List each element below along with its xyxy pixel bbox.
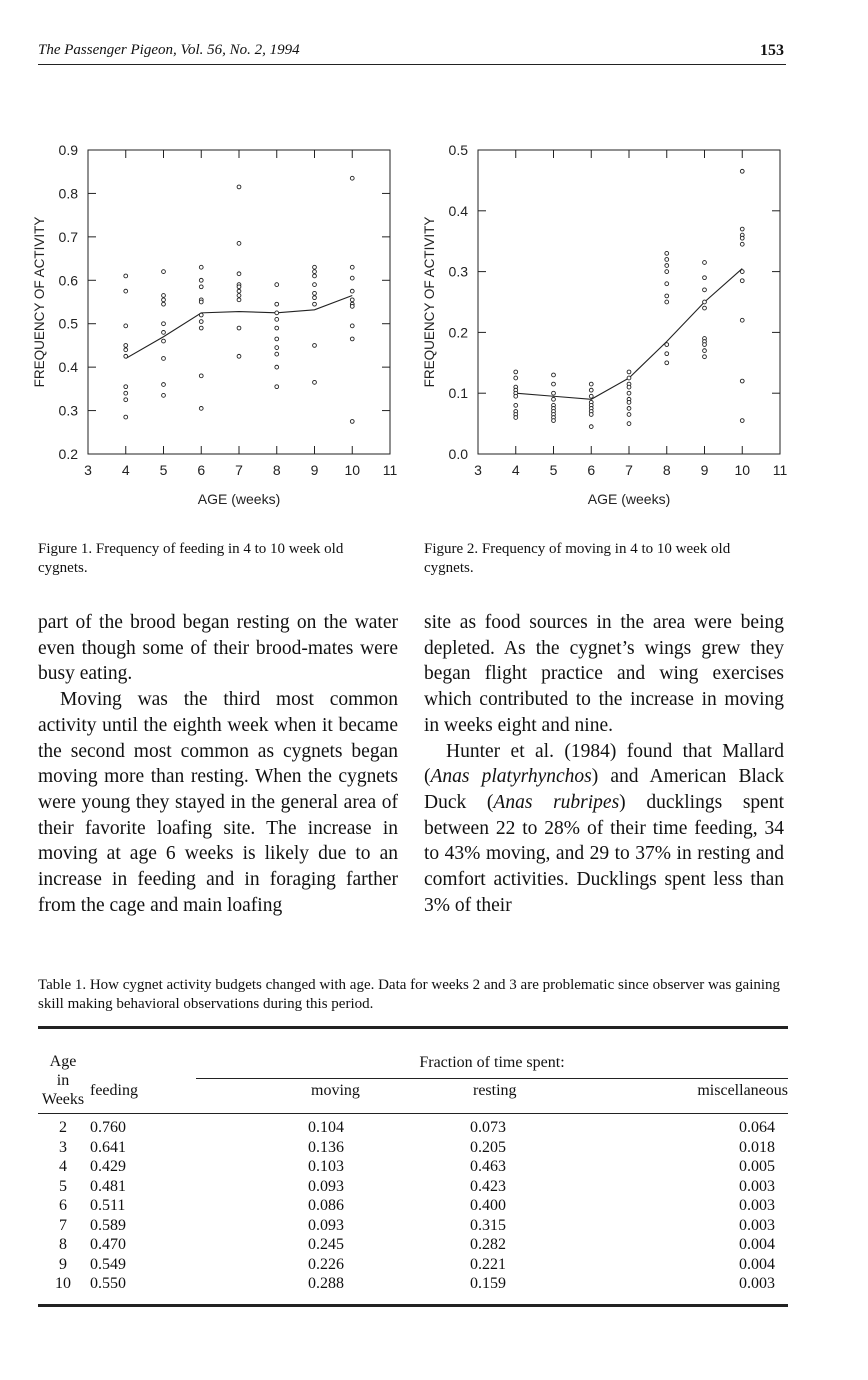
data-point	[237, 298, 241, 302]
running-header	[38, 42, 786, 65]
age-cell: 7	[59, 1216, 67, 1234]
x-axis-label: AGE (weeks)	[197, 491, 281, 507]
value-cell: 0.589	[90, 1216, 126, 1234]
data-point	[665, 264, 669, 268]
value-cell: 0.205	[470, 1138, 506, 1156]
data-point	[124, 398, 128, 402]
value-cell: 0.550	[90, 1275, 126, 1292]
data-point	[199, 278, 203, 282]
y-tick-label: 0.7	[58, 228, 78, 245]
data-point	[162, 383, 166, 387]
figure-1-chart	[30, 135, 405, 515]
data-point	[124, 274, 128, 278]
body-column-left	[38, 610, 398, 918]
data-point	[124, 391, 128, 395]
data-point	[514, 370, 518, 374]
table-row	[38, 1138, 788, 1158]
x-tick-label: 5	[549, 462, 558, 478]
y-tick-label: 0.2	[448, 324, 468, 341]
value-cell: 0.226	[308, 1255, 344, 1273]
species-name: Anas rubripes	[493, 791, 620, 813]
data-point	[350, 337, 354, 341]
data-point	[627, 391, 631, 395]
journal-title: The Passenger Pigeon, Vol. 56, No. 2, 1994	[38, 42, 300, 58]
species-name: Anas platyrhynchos	[430, 766, 592, 788]
data-point	[199, 265, 203, 269]
data-point	[589, 382, 593, 386]
age-cell: 10	[55, 1275, 71, 1292]
data-point	[237, 294, 241, 298]
value-cell: 0.004	[739, 1255, 775, 1273]
value-cell: 0.104	[308, 1119, 344, 1136]
data-point	[740, 318, 744, 322]
data-point	[350, 289, 354, 293]
data-point	[275, 365, 279, 369]
data-point	[627, 385, 631, 389]
table-row	[38, 1196, 788, 1216]
table-top-rule	[38, 1026, 788, 1029]
paragraph: Hunter et al. (1984) found that Mallard (Anas platyrhynchos) and American Black Duck (Anas rubripes) ducklings spent between 22 to 28% of their time feeding, 34 to 43% moving, and 29 to 37% in resting and comfort activities. Ducklings spent less than 3% of their	[424, 740, 784, 916]
data-point	[665, 352, 669, 356]
value-cell: 0.003	[739, 1177, 775, 1195]
value-cell: 0.282	[470, 1236, 506, 1253]
value-cell: 0.423	[470, 1177, 506, 1195]
data-point	[124, 385, 128, 389]
data-point	[703, 349, 707, 353]
data-point	[275, 283, 279, 287]
data-point	[275, 352, 279, 356]
data-point	[275, 326, 279, 330]
paragraph: Moving was the third most common activity until the eighth week when it became the second most common as cygnets began moving more than resting. When the cygnets were young they stayed in the general area of their favorite loafing site. The increase in moving at age 6 weeks is likely due to an increase in feeding and in foraging farther from the cage and main loafing	[38, 689, 398, 916]
data-point	[703, 288, 707, 292]
table-row	[38, 1216, 788, 1236]
data-point	[514, 394, 518, 398]
age-cell: 5	[59, 1177, 67, 1195]
table-row	[38, 1235, 788, 1255]
table-row	[38, 1157, 788, 1177]
y-tick-label: 0.5	[58, 315, 78, 332]
x-tick-label: 10	[734, 462, 751, 478]
data-point	[665, 251, 669, 255]
age-header: Age in Weeks	[38, 1046, 88, 1114]
data-point	[665, 258, 669, 262]
data-point	[740, 169, 744, 173]
data-point	[350, 176, 354, 180]
x-tick-label: 6	[197, 462, 206, 478]
table-row	[38, 1177, 788, 1197]
data-point	[740, 236, 744, 240]
value-cell: 0.086	[308, 1197, 344, 1214]
value-cell: 0.003	[739, 1216, 775, 1234]
data-point	[740, 279, 744, 283]
value-cell: 0.288	[308, 1275, 344, 1292]
data-point	[313, 274, 317, 278]
data-point	[589, 388, 593, 392]
data-point	[124, 415, 128, 419]
value-cell: 0.315	[470, 1216, 506, 1234]
data-point	[552, 373, 556, 377]
y-tick-label: 0.3	[58, 402, 78, 419]
activity-table	[38, 1046, 788, 1294]
data-point	[199, 300, 203, 304]
x-tick-label: 7	[625, 462, 633, 478]
column-header: moving	[196, 1078, 364, 1113]
y-tick-label: 0.3	[448, 263, 468, 280]
data-point	[589, 425, 593, 429]
value-cell: 0.103	[308, 1158, 344, 1175]
data-point	[589, 394, 593, 398]
data-point	[552, 397, 556, 401]
data-point	[237, 285, 241, 289]
data-point	[199, 285, 203, 289]
value-cell: 0.004	[739, 1236, 775, 1253]
paragraph: part of the brood began resting on the water even though some of their brood-mates were busy eating.	[38, 612, 398, 685]
data-point	[627, 422, 631, 426]
figure-1-caption: Figure 1. Frequency of feeding in 4 to 10 week old cygnets.	[38, 541, 344, 576]
value-cell: 0.429	[90, 1158, 126, 1175]
data-point	[514, 376, 518, 380]
data-point	[162, 302, 166, 306]
age-cell: 3	[59, 1138, 67, 1156]
value-cell: 0.003	[739, 1275, 775, 1292]
column-header: resting	[364, 1078, 526, 1113]
value-cell: 0.136	[308, 1138, 344, 1156]
y-tick-label: 0.5	[448, 142, 468, 158]
table-bottom-rule	[38, 1304, 788, 1307]
age-cell: 9	[59, 1255, 67, 1273]
figure-2-chart	[420, 135, 795, 515]
table-row	[38, 1255, 788, 1275]
value-cell: 0.549	[90, 1255, 126, 1273]
data-point	[350, 265, 354, 269]
x-tick-label: 3	[474, 462, 482, 478]
data-point	[275, 302, 279, 306]
data-point	[124, 324, 128, 328]
x-tick-label: 11	[382, 462, 398, 478]
data-point	[665, 294, 669, 298]
data-point	[162, 270, 166, 274]
data-point	[740, 419, 744, 423]
figure-2-caption: Figure 2. Frequency of moving in 4 to 10 week old cygnets.	[424, 541, 731, 576]
data-point	[627, 407, 631, 411]
data-point	[627, 370, 631, 374]
data-point	[124, 354, 128, 358]
y-tick-label: 0.4	[448, 202, 468, 219]
x-tick-label: 4	[511, 462, 520, 478]
y-axis-label: FREQUENCY OF ACTIVITY	[32, 216, 47, 388]
data-point	[162, 298, 166, 302]
table-row	[38, 1114, 788, 1138]
data-point	[703, 355, 707, 359]
value-cell: 0.400	[470, 1197, 506, 1214]
data-point	[703, 306, 707, 310]
x-axis-label: AGE (weeks)	[587, 491, 671, 507]
data-point	[275, 337, 279, 341]
group-header: Fraction of time spent:	[196, 1046, 788, 1078]
data-point	[313, 265, 317, 269]
column-header: miscellaneous	[526, 1078, 788, 1113]
value-cell: 0.093	[308, 1216, 344, 1234]
y-tick-label: 0.6	[58, 272, 78, 289]
column-header: feeding	[88, 1078, 196, 1113]
data-point	[552, 382, 556, 386]
data-point	[237, 185, 241, 189]
x-tick-label: 9	[310, 462, 319, 478]
body-column-right	[424, 610, 784, 918]
data-point	[313, 270, 317, 274]
data-point	[703, 261, 707, 265]
data-point	[703, 300, 707, 304]
value-cell: 0.093	[308, 1177, 344, 1195]
data-point	[199, 313, 203, 317]
data-point	[275, 317, 279, 321]
data-point	[350, 304, 354, 308]
data-point	[275, 311, 279, 315]
data-point	[665, 270, 669, 274]
x-tick-label: 9	[700, 462, 709, 478]
x-tick-label: 8	[272, 462, 281, 478]
paragraph: site as food sources in the area were being depleted. As the cygnet’s wings grew they began flight practice and wing exercises which contributed to the increase in moving in weeks eight and nine.	[424, 612, 784, 736]
age-cell: 6	[59, 1197, 67, 1214]
data-point	[313, 344, 317, 348]
data-point	[237, 272, 241, 276]
data-point	[124, 289, 128, 293]
data-point	[665, 361, 669, 365]
data-point	[275, 346, 279, 350]
data-point	[199, 326, 203, 330]
data-point	[740, 242, 744, 246]
data-point	[665, 300, 669, 304]
value-cell: 0.481	[90, 1177, 126, 1195]
data-point	[237, 354, 241, 358]
value-cell: 0.463	[470, 1158, 506, 1175]
age-cell: 4	[59, 1158, 67, 1175]
y-tick-label: 0.8	[58, 185, 78, 202]
data-point	[162, 322, 166, 326]
value-cell: 0.470	[90, 1236, 126, 1253]
data-point	[162, 393, 166, 397]
data-point	[740, 270, 744, 274]
data-point	[124, 344, 128, 348]
data-point	[514, 416, 518, 420]
y-tick-label: 0.4	[58, 359, 78, 376]
data-point	[665, 282, 669, 286]
data-point	[350, 420, 354, 424]
data-point	[313, 380, 317, 384]
data-point	[350, 298, 354, 302]
value-cell: 0.064	[739, 1119, 775, 1136]
data-point	[350, 324, 354, 328]
data-point	[627, 413, 631, 417]
age-cell: 2	[59, 1119, 67, 1136]
y-tick-label: 0.0	[448, 446, 468, 462]
data-point	[162, 357, 166, 361]
value-cell: 0.018	[739, 1138, 775, 1156]
data-point	[313, 296, 317, 300]
x-tick-label: 6	[587, 462, 596, 478]
value-cell: 0.221	[470, 1255, 506, 1273]
y-tick-label: 0.9	[58, 142, 78, 158]
data-point	[313, 283, 317, 287]
data-point	[589, 413, 593, 417]
value-cell: 0.159	[470, 1275, 506, 1292]
data-point	[237, 289, 241, 293]
x-tick-label: 11	[772, 462, 788, 478]
data-point	[275, 385, 279, 389]
value-cell: 0.003	[739, 1197, 775, 1214]
page-number: 153	[760, 42, 784, 59]
data-point	[627, 376, 631, 380]
data-point	[740, 379, 744, 383]
age-cell: 8	[59, 1236, 67, 1253]
data-point	[703, 276, 707, 280]
value-cell: 0.005	[739, 1158, 775, 1175]
value-cell: 0.073	[470, 1119, 506, 1136]
x-tick-label: 5	[159, 462, 168, 478]
x-tick-label: 4	[121, 462, 130, 478]
data-point	[740, 227, 744, 231]
data-point	[124, 348, 128, 352]
value-cell: 0.641	[90, 1138, 126, 1156]
table-caption: Table 1. How cygnet activity budgets changed with age. Data for weeks 2 and 3 are problematic since observer was gaining skill making behavioral observations during this period.	[38, 977, 781, 1012]
y-tick-label: 0.1	[448, 385, 468, 402]
data-point	[313, 302, 317, 306]
y-tick-label: 0.2	[58, 446, 78, 462]
y-axis-label: FREQUENCY OF ACTIVITY	[422, 216, 437, 388]
data-point	[703, 343, 707, 347]
data-point	[552, 391, 556, 395]
data-point	[199, 320, 203, 324]
data-point	[162, 331, 166, 335]
data-point	[552, 419, 556, 423]
data-point	[237, 241, 241, 245]
value-cell: 0.760	[90, 1119, 126, 1136]
data-point	[237, 326, 241, 330]
x-tick-label: 3	[84, 462, 92, 478]
data-point	[162, 339, 166, 343]
data-point	[627, 400, 631, 404]
data-point	[199, 374, 203, 378]
data-point	[514, 403, 518, 407]
x-tick-label: 7	[235, 462, 243, 478]
x-tick-label: 10	[344, 462, 361, 478]
data-point	[350, 276, 354, 280]
table-row	[38, 1274, 788, 1294]
value-cell: 0.511	[90, 1197, 126, 1214]
data-point	[665, 343, 669, 347]
x-tick-label: 8	[662, 462, 671, 478]
data-point	[199, 407, 203, 411]
data-point	[162, 294, 166, 298]
data-point	[313, 291, 317, 295]
value-cell: 0.245	[308, 1236, 344, 1253]
